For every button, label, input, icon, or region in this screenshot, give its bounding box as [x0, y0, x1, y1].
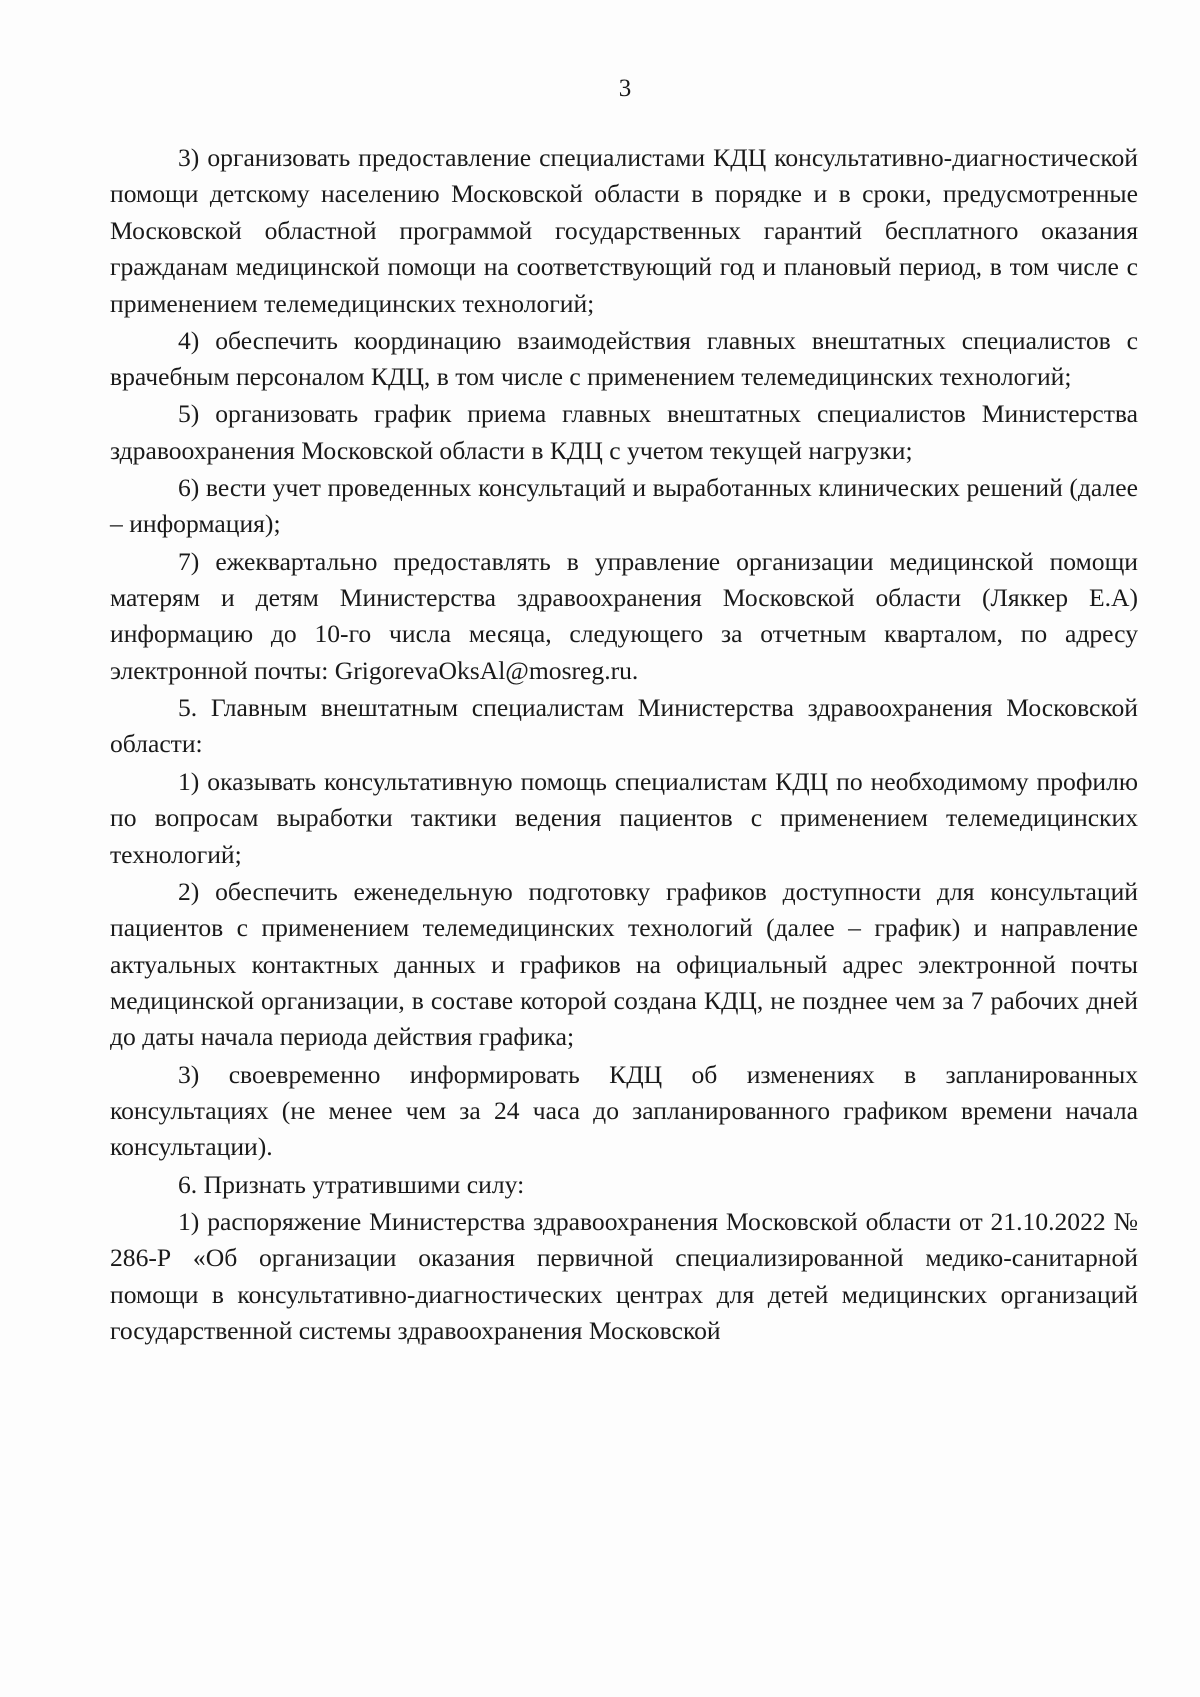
section-5-heading: 5. Главным внештатным специалистам Министерства здравоохранения Московской области:	[110, 693, 1138, 759]
section-6-heading: 6. Признать утратившими силу:	[178, 1169, 525, 1199]
paragraph-4-6: 6) вести учет проведенных консультаций и выработанных клинических решений (далее – информация);	[110, 473, 1138, 539]
document-body	[110, 140, 1138, 1349]
paragraph-5-1: 1) оказывать консультативную помощь специалистам КДЦ по необходимому профилю по вопросам выработки тактики ведения пациентов с применением телемедицинских технологий;	[110, 766, 1138, 869]
paragraph-5-3: 3) своевременно информировать КДЦ об изменениях в запланированных консультациях (не менее чем за 24 часа до запланированного графиком времени начала консультации).	[110, 1059, 1138, 1162]
paragraph-5-2: 2) обеспечить еженедельную подготовку графиков доступности для консультаций пациентов с применением телемедицинских технологий (далее – график) и направление актуальных контактных данных и графиков на официальный адрес электронной почты медицинской организации, в составе которой создана КДЦ, не позднее чем за 7 рабочих дней до даты начала периода действия графика;	[110, 876, 1138, 1052]
paragraph-4-4: 4) обеспечить координацию взаимодействия главных внештатных специалистов с врачебным персоналом КДЦ, в том числе с применением телемедицинских технологий;	[110, 325, 1138, 392]
paragraph-4-5: 5) организовать график приема главных внештатных специалистов Министерства здравоохранения Московской области в КДЦ с учетом текущей нагрузки;	[110, 399, 1138, 465]
paragraph-6-1: 1) распоряжение Министерства здравоохранения Московской области от 21.10.2022 № 286-Р «Об организации оказания первичной специализированной медико-санитарной помощи в консультативно-диагностических центрах для детей медицинских организаций государственной системы здравоохранения Московской	[110, 1206, 1138, 1345]
paragraph-4-3: 3) организовать предоставление специалистами КДЦ консультативно-диагностической помощи детскому населению Московской области в порядке и в сроки, предусмотренные Московской областной программой государственных гарантий бесплатного оказания гражданам медицинской помощи на соответствующий год и плановый период, в том числе с применением телемедицинских технологий;	[110, 143, 1138, 318]
paragraph-4-7: 7) ежеквартально предоставлять в управление организации медицинской помощи матерям и детям Министерства здравоохранения Московской области (Ляккер Е.А) информацию до 10-го числа месяца, следующего за отчетным кварталом, по адресу электронной почты: GrigorevaOksAl@mosreg.ru.	[110, 546, 1138, 685]
page-number: 3	[618, 75, 632, 102]
